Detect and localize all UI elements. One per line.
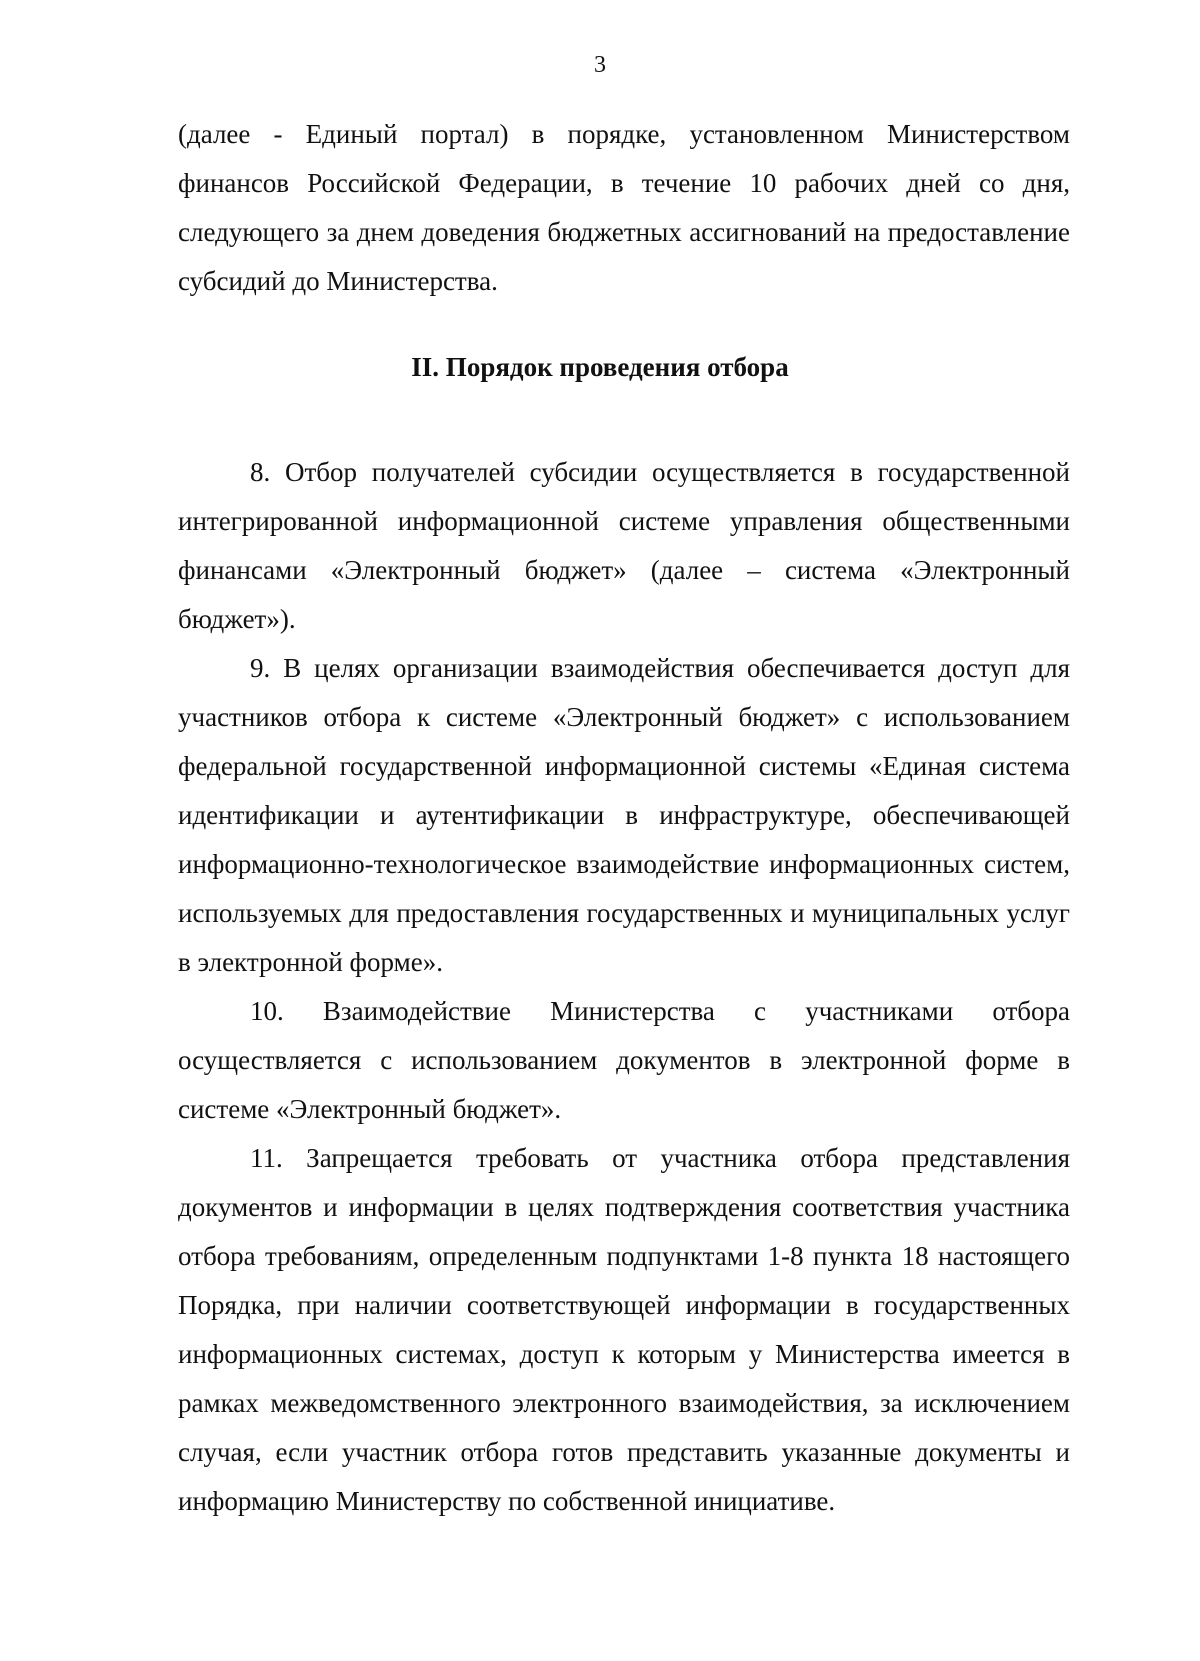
paragraph-8: 8. Отбор получателей субсидии осуществляется в государственной интегрированной информационной системе управления общественными финансами «Электронный бюджет» (далее – система «Электронный бюджет»). bbox=[178, 457, 1070, 634]
paragraph-11: 11. Запрещается требовать от участника отбора представления документов и информации в целях подтверждения соответствия участника отбора требованиям, определенным подпунктами 1-8 пункта 18 настоящего Порядка, при наличии соответствующей информации в государственных информационных системах, доступ к которым у Министерства имеется в рамках межведомственного электронного взаимодействия, за исключением случая, если участник отбора готов представить указанные документы и информацию Министерству по собственной инициативе. bbox=[178, 1143, 1070, 1516]
paragraph-10: 10. Взаимодействие Министерства с участниками отбора осуществляется с использованием документов в электронной форме в системе «Электронный бюджет». bbox=[178, 996, 1070, 1124]
section-body bbox=[178, 448, 1070, 1526]
section-heading: II. Порядок проведения отбора bbox=[411, 352, 789, 382]
continuation-block bbox=[178, 110, 1070, 306]
page-number: 3 bbox=[594, 52, 606, 78]
paragraph-9: 9. В целях организации взаимодействия обеспечивается доступ для участников отбора к системе «Электронный бюджет» с использованием федеральной государственной информационной системы «Единая система идентификации и аутентификации в инфраструктуре, обеспечивающей информационно-технологическое взаимодействие информационных систем, используемых для предоставления государственных и муниципальных услуг в электронной форме». bbox=[178, 653, 1070, 977]
continuation-paragraph: (далее - Единый портал) в порядке, установленном Министерством финансов Российской Федерации, в течение 10 рабочих дней со дня, следующего за днем доведения бюджетных ассигнований на предоставление субсидий до Министерства. bbox=[178, 119, 1070, 296]
